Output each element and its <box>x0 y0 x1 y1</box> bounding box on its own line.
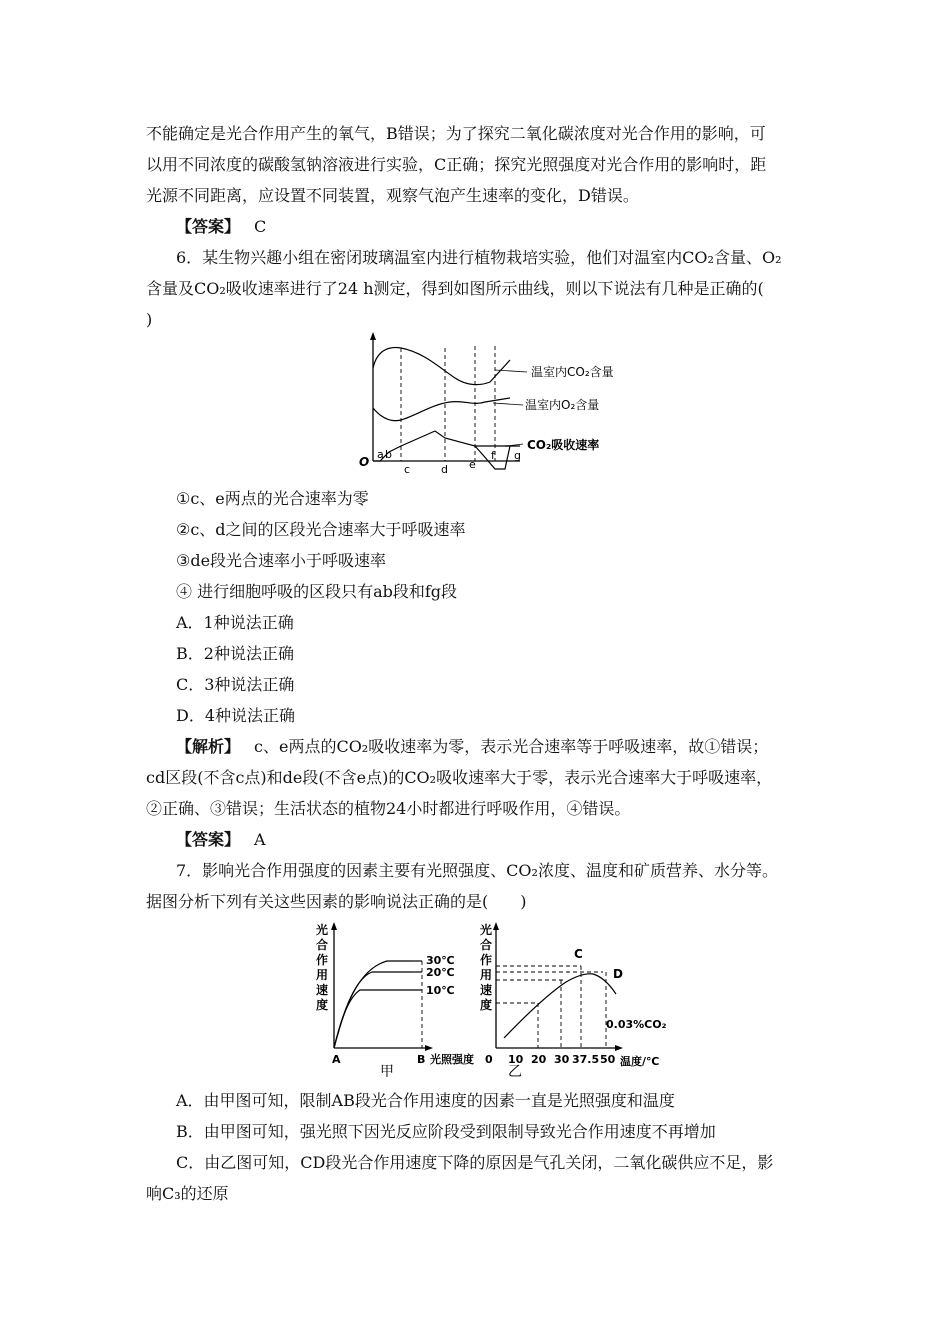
ylabel-char: 光 <box>316 923 329 937</box>
answer-line <box>176 830 266 850</box>
x-axis-label: 温度/℃ <box>620 1055 660 1068</box>
x-axis-arrow <box>425 1045 433 1051</box>
temp-label-20: 20℃ <box>426 966 455 979</box>
x-tick: 0 <box>485 1053 493 1066</box>
point-label-f: f <box>491 449 495 462</box>
co2-concentration-label: 0.03%CO₂ <box>606 1018 667 1031</box>
option-a: A．1种说法正确 <box>176 613 294 632</box>
point-label-g: g <box>514 449 521 462</box>
leader-line <box>493 403 523 405</box>
option-c: C．由乙图可知，CD段光合作用速度下降的原因是气孔关闭，二氧化碳供应不足，影 <box>176 1153 774 1172</box>
x-axis-arrow <box>615 1045 623 1051</box>
point-label-c: c <box>404 463 411 476</box>
co2-absorption-label: CO₂吸收速率 <box>527 438 600 452</box>
co2-content-label: 温室内CO₂含量 <box>531 365 614 379</box>
option-d: D．4种说法正确 <box>176 706 296 725</box>
point-c-label: C <box>574 947 583 961</box>
option-b: B．由甲图可知，强光照下因光反应阶段受到限制导致光合作用速度不再增加 <box>176 1122 716 1141</box>
answer-value: C <box>254 217 267 236</box>
statement-2: ②c、d之间的区段光合速率大于呼吸速率 <box>176 520 466 539</box>
option-c-cont: 响C₃的还原 <box>146 1184 229 1203</box>
question-6-stem: 含量及CO₂吸收速率进行了24 h测定，得到如图所示曲线，则以下说法有几种是正确的( <box>146 279 764 298</box>
co2-content-curve <box>373 348 510 385</box>
y-axis-arrow <box>331 922 337 930</box>
point-a-label: A <box>332 1053 341 1066</box>
paragraph-line: 以用不同浓度的碳酸氢钠溶液进行实验，C正确；探究光照强度对光合作用的影响时，距 <box>146 155 767 174</box>
question-6-figure <box>355 328 645 478</box>
ylabel-char: 用 <box>480 968 493 982</box>
ylabel-char: 合 <box>316 938 329 952</box>
x-tick: 30 <box>554 1053 570 1066</box>
temperature-curve <box>504 974 616 1038</box>
statement-1: ①c、e两点的光合速率为零 <box>176 489 369 508</box>
ylabel-char: 光 <box>480 923 493 937</box>
origin-label: O <box>359 455 370 469</box>
answer-label: 【答案】 <box>176 217 241 236</box>
x-axis-label: 光照强度 <box>430 1053 474 1066</box>
figure-yi <box>478 918 668 1078</box>
figure-jia <box>312 918 487 1078</box>
ylabel-char: 用 <box>316 968 329 982</box>
ylabel-char: 合 <box>480 938 493 952</box>
option-a: A．由甲图可知，限制AB段光合作用速度的因素一直是光照强度和温度 <box>176 1091 675 1110</box>
x-tick: 50 <box>600 1053 616 1066</box>
answer-line <box>176 217 266 237</box>
answer-label: 【答案】 <box>176 830 241 849</box>
curve-10c <box>334 990 394 1048</box>
option-c: C．3种说法正确 <box>176 675 295 694</box>
analysis-label: 【解析】 <box>176 737 241 756</box>
question-7-stem: 据图分析下列有关这些因素的影响说法正确的是( ) <box>146 892 527 911</box>
ylabel-char: 度 <box>480 998 493 1012</box>
ylabel-char: 作 <box>316 953 329 967</box>
paragraph-line: 光源不同距离，应设置不同装置，观察气泡产生速率的变化，D错误。 <box>146 186 639 205</box>
ylabel-char: 作 <box>480 953 493 967</box>
paragraph-line: 不能确定是光合作用产生的氧气，B错误；为了探究二氧化碳浓度对光合作用的影响，可 <box>146 124 766 143</box>
analysis-text: c、e两点的CO₂吸收速率为零，表示光合速率等于呼吸速率，故①错误； <box>254 737 769 756</box>
o2-content-label: 温室内O₂含量 <box>525 398 600 412</box>
point-label-a: a <box>377 448 384 461</box>
point-label-d: d <box>441 463 448 476</box>
y-axis-arrow <box>370 332 376 340</box>
point-b-label: B <box>417 1053 426 1066</box>
ylabel-char: 速 <box>480 983 493 997</box>
point-d-label: D <box>613 967 623 981</box>
analysis-line <box>176 737 768 757</box>
x-tick: 10 <box>508 1053 524 1066</box>
answer-value: A <box>254 830 266 849</box>
o2-content-curve <box>373 398 510 421</box>
curve-30c <box>334 961 412 1048</box>
point-label-e: e <box>469 458 476 471</box>
question-7-stem: 7．影响光合作用强度的因素主要有光照强度、CO₂浓度、温度和矿质营养、水分等。 <box>176 861 778 880</box>
x-tick: 37.5 <box>572 1053 600 1066</box>
ylabel-char: 度 <box>316 998 329 1012</box>
question-6-stem: ) <box>146 310 153 329</box>
ylabel-char: 速 <box>316 983 329 997</box>
analysis-line: cd区段(不含c点)和de段(不含e点)的CO₂吸收速率大于零，表示光合速率大于呼吸速率， <box>146 768 773 787</box>
statement-3: ③de段光合速率小于呼吸速率 <box>176 551 387 570</box>
x-tick: 20 <box>531 1053 547 1066</box>
option-b: B．2种说法正确 <box>176 644 294 663</box>
figure-caption-jia: 甲 <box>380 1064 394 1078</box>
figure-caption-yi: 乙 <box>508 1064 522 1078</box>
analysis-line: ②正确、③错误；生活状态的植物24小时都进行呼吸作用，④错误。 <box>146 799 631 818</box>
y-axis-arrow <box>493 922 499 930</box>
temp-label-30: 30℃ <box>426 954 455 967</box>
statement-4: ④ 进行细胞呼吸的区段只有ab段和fg段 <box>176 582 458 601</box>
temp-label-10: 10℃ <box>426 984 455 997</box>
point-label-b: b <box>385 448 392 461</box>
question-6-stem: 6．某生物兴趣小组在密闭玻璃温室内进行植物栽培实验，他们对温室内CO₂含量、O₂ <box>176 248 782 267</box>
